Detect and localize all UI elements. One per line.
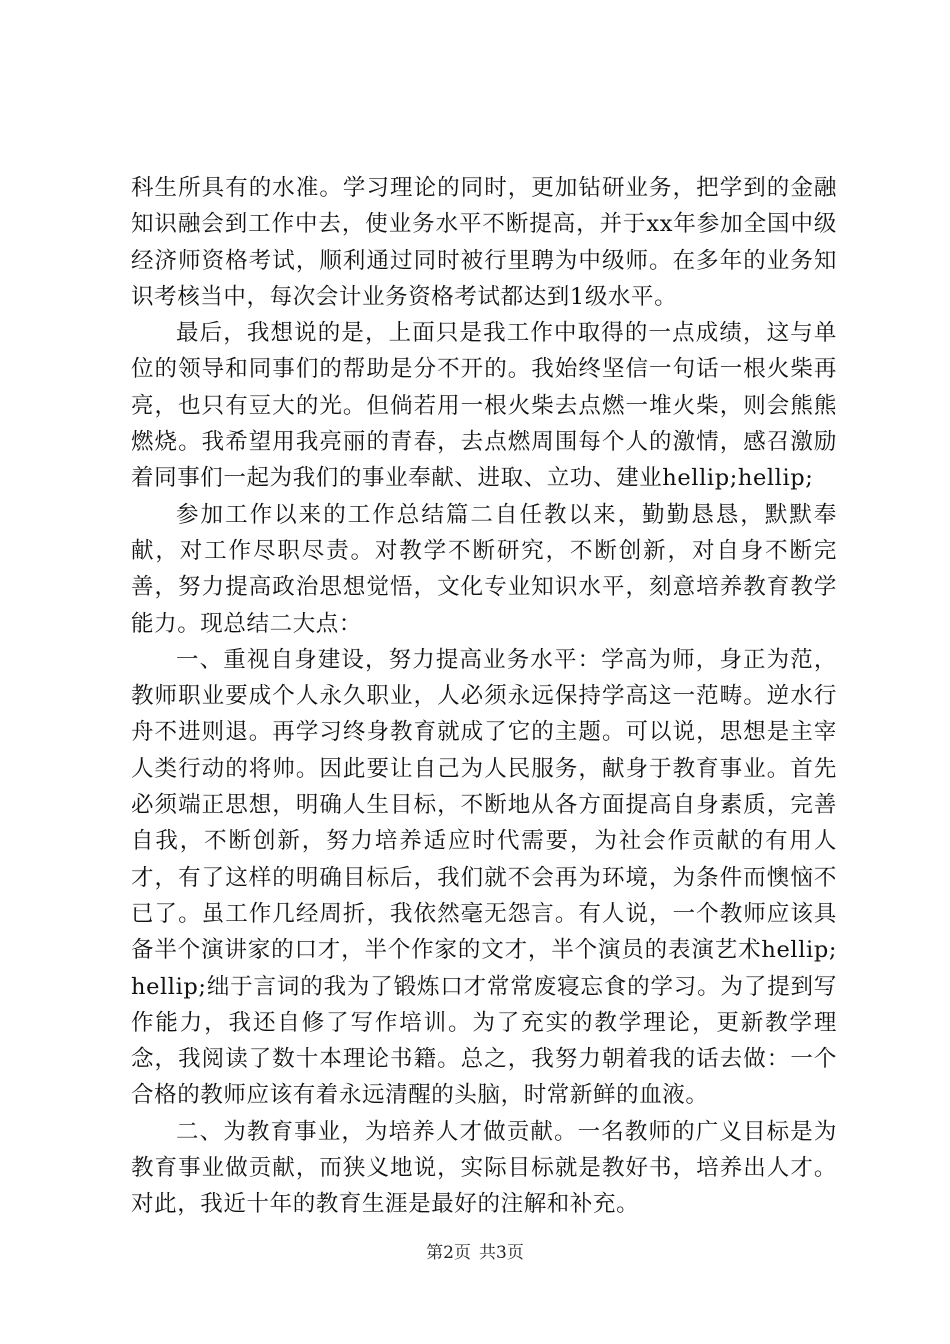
paragraph-5: 二、为教育事业，为培养人才做贡献。一名教师的广义目标是为教育事业做贡献，而狭义地说，实际目标就是教好书，培养出人才。对此，我近十年的教育生涯是最好的注解和补充。 — [131, 1118, 837, 1218]
page-footer — [0, 1242, 950, 1264]
paragraph-3: 参加工作以来的工作总结篇二自任教以来，勤勤恳恳，默默奉献，对工作尽职尽责。对教学不断研究，不断创新，对自身不断完善，努力提高政治思想觉悟，文化专业知识水平，刻意培养教育教学能力。现总结二大点： — [131, 501, 837, 637]
page-number: 第2页 — [426, 1243, 471, 1263]
paragraph-1: 科生所具有的水准。学习理论的同时，更加钻研业务，把学到的金融知识融会到工作中去，使业务水平不断提高，并于xx年参加全国中级经济师资格考试，顺利通过同时被行里聘为中级师。在多年的业务知识考核当中，每次会计业务资格考试都达到1级水平。 — [131, 175, 837, 310]
document-body — [131, 170, 837, 1223]
paragraph-4: 一、重视自身建设，努力提高业务水平：学高为师，身正为范，教师职业要成个人永久职业，人必须永远保持学高这一范畴。逆水行舟不进则退。再学习终身教育就成了它的主题。可以说，思想是主宰人类行动的将帅。因此要让自己为人民服务，献身于教育事业。首先必须端正思想，明确人生目标，不断地从各方面提高自身素质，完善自我，不断创新，努力培养适应时代需要，为社会作贡献的有用人才，有了这样的明确目标后，我们就不会再为环境，为条件而懊恼不已了。虽工作几经周折，我依然毫无怨言。有人说，一个教师应该具备半个演讲家的口才，半个作家的文才，半个演员的表演艺术hellip;hellip;绌于言词的我为了锻炼口才常常废寝忘食的学习。为了提到写作能力，我还自修了写作培训。为了充实的教学理论，更新教学理念，我阅读了数十本理论书籍。总之，我努力朝着我的话去做：一个合格的教师应该有着永远清醒的头脑，时常新鲜的血液。 — [131, 646, 837, 1109]
page-total: 共3页 — [479, 1243, 524, 1263]
paragraph-2: 最后，我想说的是，上面只是我工作中取得的一点成绩，这与单位的领导和同事们的帮助是分不开的。我始终坚信一句话一根火柴再亮，也只有豆大的光。但倘若用一根火柴去点燃一堆火柴，则会熊熊燃烧。我希望用我亮丽的青春，去点燃周围每个人的激情，感召激励着同事们一起为我们的事业奉献、进取、立功、建业hellip;hellip; — [131, 320, 837, 492]
